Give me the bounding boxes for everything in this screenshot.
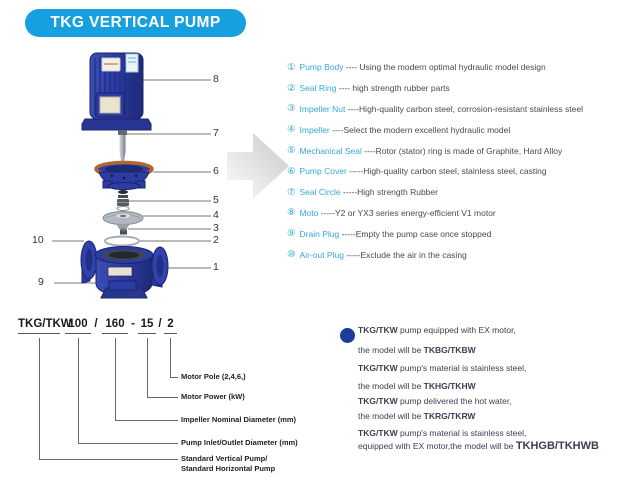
- code-separator: /: [94, 318, 98, 330]
- code-separator: /: [158, 318, 162, 330]
- label-standard-pump: [181, 454, 275, 474]
- label-inlet-outlet: Pump Inlet/Outlet Diameter (mm): [181, 438, 298, 447]
- note-bullet-icon: [340, 328, 355, 343]
- note-bold: TKG/TKW: [358, 325, 398, 335]
- part-name: Seal Ring: [299, 83, 337, 94]
- callout-9: 9: [38, 276, 44, 288]
- note-line-7: [358, 428, 526, 438]
- label-motor-pole: Motor Pole (2,4,6,): [181, 372, 246, 381]
- callout-8: 8: [213, 73, 219, 85]
- arrow-right-icon: [227, 133, 291, 201]
- part-name: Moto: [299, 207, 319, 218]
- part-name: Impeller: [299, 124, 330, 135]
- callout-5: 5: [213, 194, 219, 206]
- pump-diagram-art: [10, 45, 240, 307]
- part-item-5: [287, 140, 617, 161]
- note-bold: TKG/TKW: [358, 396, 398, 406]
- part-item-6: [287, 161, 617, 182]
- connector-line: [170, 338, 171, 377]
- part-item-3: [287, 99, 617, 120]
- model-code: [0, 318, 300, 338]
- part-name: Mechanical Seal: [299, 145, 362, 156]
- note-text: pump's material is stainless steel,: [397, 363, 527, 373]
- callout-7: 7: [213, 127, 219, 139]
- circled-number-icon: ②: [287, 82, 296, 94]
- connector-line: [170, 377, 178, 378]
- code-power: 15: [138, 318, 156, 334]
- note-model: TKBG/TKBW: [423, 345, 476, 355]
- note-text: pump delivered the hot water,: [397, 396, 512, 406]
- connector-line: [39, 459, 178, 460]
- circled-number-icon: ⑩: [287, 249, 296, 261]
- part-item-2: [287, 78, 617, 99]
- note-line-5: [358, 396, 512, 406]
- callout-4: 4: [213, 209, 219, 221]
- note-text: the model will be: [358, 345, 424, 355]
- part-name: Seal Circle: [299, 187, 341, 198]
- circled-number-icon: ⑨: [287, 228, 296, 240]
- part-item-4: [287, 119, 617, 140]
- circled-number-icon: ⑦: [287, 186, 296, 198]
- part-name: Air-out Plug: [299, 249, 344, 260]
- note-line-6: [358, 411, 475, 421]
- part-item-1: [287, 57, 617, 78]
- part-desc: -----Empty the pump case once stopped: [339, 228, 492, 239]
- connector-line: [147, 338, 148, 397]
- code-separator: -: [131, 318, 135, 330]
- code-series: TKG/TKW: [18, 318, 60, 334]
- label-motor-power: Motor Power (kW): [181, 392, 245, 401]
- connector-line: [115, 420, 178, 421]
- callout-10: 10: [32, 234, 44, 246]
- note-model: TKHGB/TKHWB: [515, 440, 599, 452]
- part-desc: ----Rotor (stator) ring is made of Graphite, Hard Alloy: [361, 145, 563, 156]
- part-item-7: [287, 182, 617, 203]
- circled-number-icon: ⑤: [287, 145, 296, 157]
- circled-number-icon: ⑥: [287, 165, 296, 177]
- note-model: TKHG/TKHW: [423, 381, 476, 391]
- part-desc: ---- high strength rubber parts: [336, 83, 450, 94]
- part-item-10: [287, 244, 617, 265]
- note-text: pump's material is stainless steel,: [397, 428, 527, 438]
- label-standard-vertical: Standard Vertical Pump/: [181, 454, 268, 463]
- label-impeller-diam: Impeller Nominal Diameter (mm): [181, 415, 297, 424]
- title-banner: [25, 9, 246, 37]
- note-bold: TKG/TKW: [358, 428, 398, 438]
- motor-icon: [82, 53, 151, 130]
- circled-number-icon: ③: [287, 103, 296, 115]
- note-bold: TKG/TKW: [358, 363, 398, 373]
- callout-2: 2: [213, 234, 219, 246]
- note-line-2: [358, 345, 476, 355]
- label-standard-horizontal: Standard Horizontal Pump: [181, 464, 276, 473]
- part-desc: -----Exclude the air in the casing: [343, 249, 467, 260]
- part-desc: ----High-quality carbon steel, corrosion-resistant stainless steel: [345, 103, 583, 114]
- part-desc: -----High-quality carbon steel, stainless steel, casting: [346, 166, 547, 177]
- connector-line: [115, 338, 116, 420]
- circled-number-icon: ①: [287, 61, 296, 73]
- part-name: Pump Body: [299, 62, 344, 73]
- connector-line: [39, 338, 40, 459]
- shaft-icon: [118, 130, 127, 163]
- note-text: equipped with EX motor,the model will be: [358, 441, 516, 451]
- callout-1: 1: [213, 261, 219, 273]
- part-name: Impeller Nut: [299, 103, 346, 114]
- callout-6: 6: [213, 165, 219, 177]
- pump-exploded-diagram: [10, 45, 240, 307]
- code-inlet-size: 100: [65, 318, 91, 334]
- connector-line: [78, 443, 178, 444]
- page-title: TKG VERTICAL PUMP: [50, 14, 221, 31]
- part-desc: ---- Using the modern optimal hydraulic model design: [343, 62, 546, 73]
- note-model: TKRG/TKRW: [423, 411, 476, 421]
- circled-number-icon: ④: [287, 124, 296, 136]
- seal-ring-icon: [105, 237, 139, 246]
- part-item-9: [287, 223, 617, 244]
- parts-list: [287, 57, 617, 265]
- part-item-8: [287, 203, 617, 224]
- note-text: pump equipped with EX motor,: [397, 325, 516, 335]
- mechanical-seal-icon: [117, 190, 129, 211]
- circled-number-icon: ⑧: [287, 207, 296, 219]
- part-name: Pump Cover: [299, 166, 347, 177]
- impeller-nut-icon: [120, 229, 127, 235]
- note-line-4: [358, 381, 476, 391]
- impeller-icon: [103, 212, 143, 231]
- note-line-3: [358, 363, 526, 373]
- note-text: the model will be: [358, 411, 424, 421]
- note-line-8: [358, 441, 599, 451]
- connector-line: [78, 338, 79, 443]
- code-impeller-size: 160: [102, 318, 128, 334]
- note-text: the model will be: [358, 381, 424, 391]
- part-desc: -----High strength Rubber: [340, 187, 438, 198]
- part-name: Drain Plug: [299, 228, 340, 239]
- note-line-1: [358, 325, 516, 335]
- code-pole: 2: [164, 318, 177, 334]
- connector-line: [147, 397, 178, 398]
- part-desc: ----Select the modern excellent hydraulic model: [329, 124, 511, 135]
- part-desc: -----Y2 or YX3 series energy-efficient V1 motor: [318, 207, 496, 218]
- pump-cover-icon: [96, 163, 152, 190]
- pump-body-icon: [81, 241, 168, 298]
- callout-3: 3: [213, 222, 219, 234]
